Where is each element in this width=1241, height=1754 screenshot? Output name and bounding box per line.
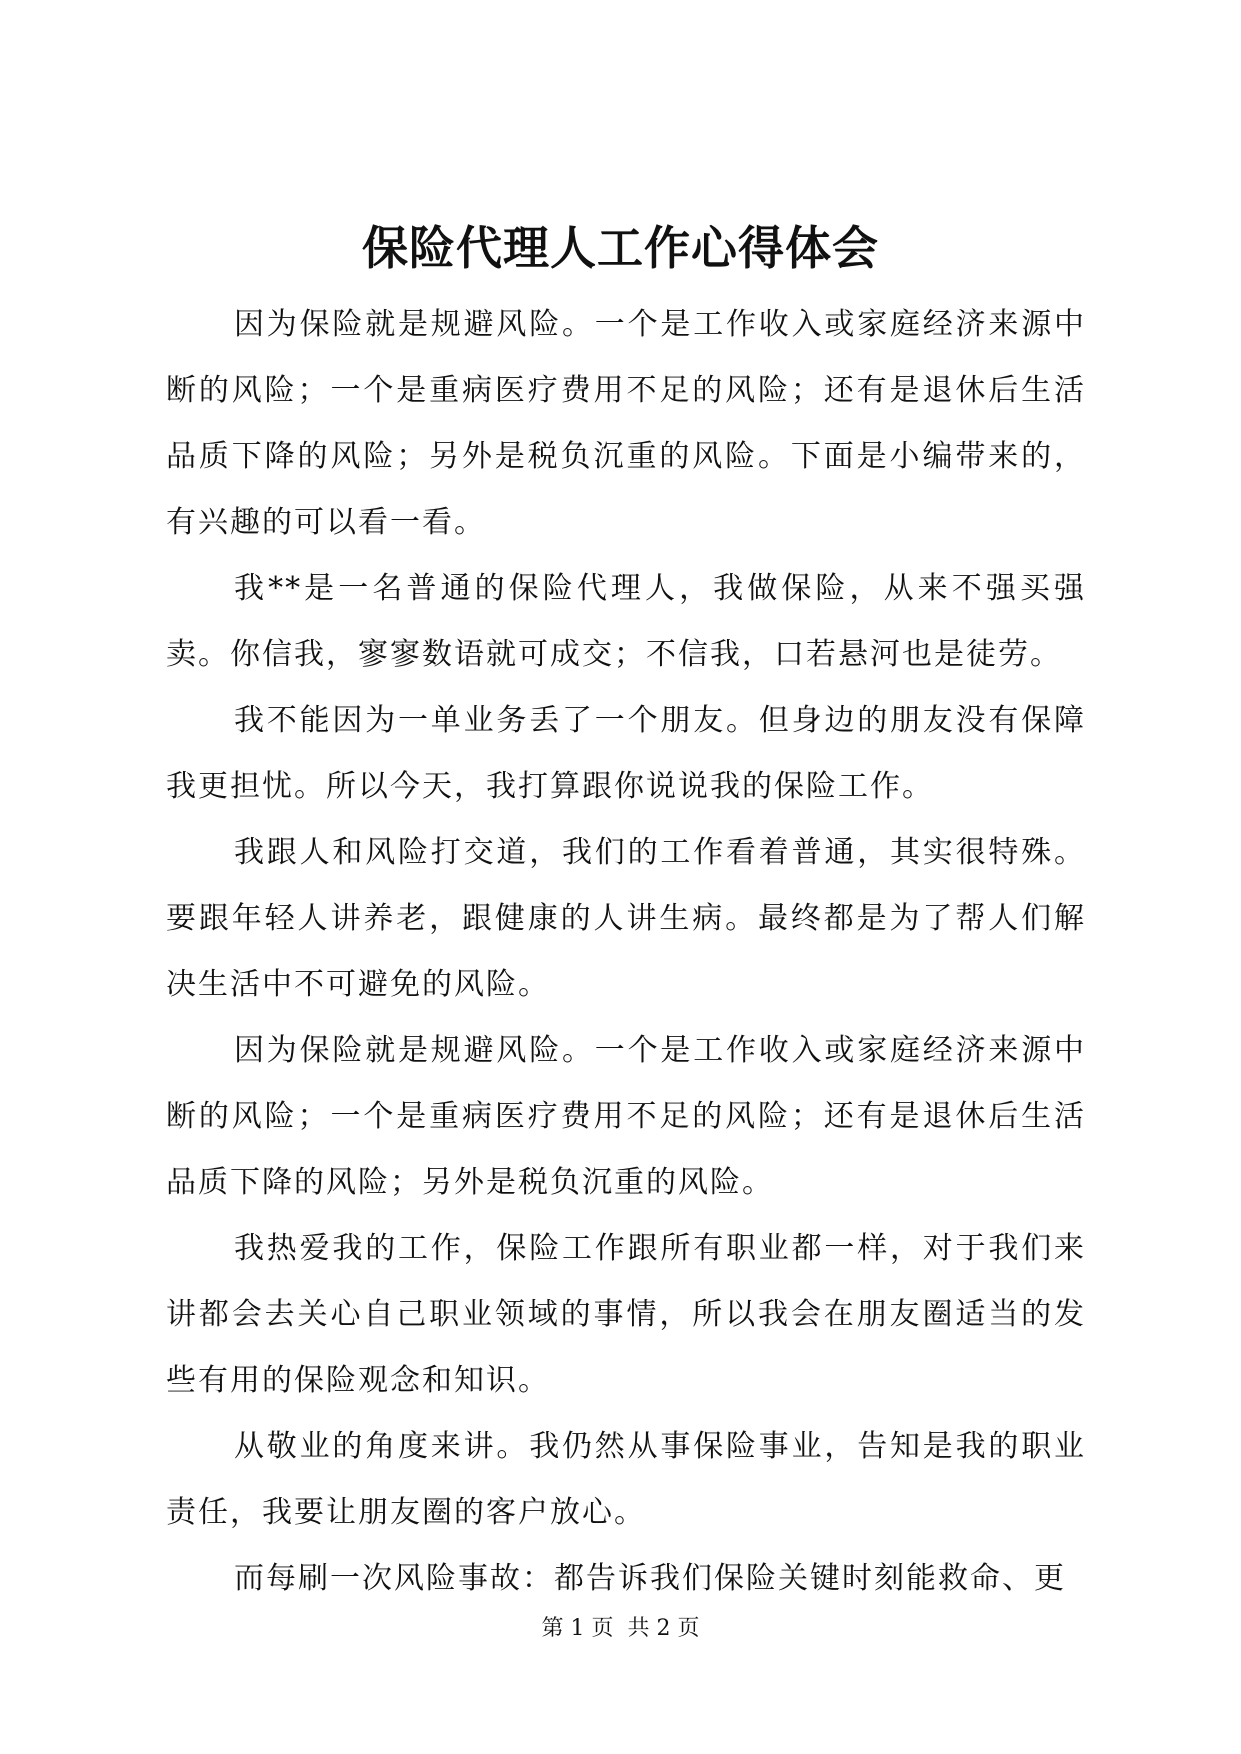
paragraph-6: 我热爱我的工作，保险工作跟所有职业都一样，对于我们来讲都会去关心自己职业领域的事情，所以我会在朋友圈适当的发些有用的保险观念和知识。 — [166, 1231, 1086, 1398]
paragraph-5: 因为保险就是规避风险。一个是工作收入或家庭经济来源中断的风险；一个是重病医疗费用不足的风险；还有是退休后生活品质下降的风险；另外是税负沉重的风险。 — [166, 1033, 1086, 1200]
document-body — [166, 292, 1086, 1612]
paragraph-1: 因为保险就是规避风险。一个是工作收入或家庭经济来源中断的风险；一个是重病医疗费用不足的风险；还有是退休后生活品质下降的风险；另外是税负沉重的风险。下面是小编带来的，有兴趣的可以看一看。 — [166, 307, 1086, 540]
document-title: 保险代理人工作心得体会 — [362, 221, 879, 275]
page-number: 第 1 页 共 2 页 — [541, 1616, 700, 1641]
paragraph-2: 我**是一名普通的保险代理人，我做保险，从来不强买强卖。你信我，寥寥数语就可成交；不信我，口若悬河也是徒劳。 — [166, 571, 1086, 672]
paragraph-3: 我不能因为一单业务丢了一个朋友。但身边的朋友没有保障我更担忧。所以今天，我打算跟你说说我的保险工作。 — [166, 703, 1086, 804]
paragraph-7: 从敬业的角度来讲。我仍然从事保险事业，告知是我的职业责任，我要让朋友圈的客户放心。 — [166, 1429, 1086, 1530]
paragraph-8: 而每刷一次风险事故：都告诉我们保险关键时刻能救命、更 — [234, 1561, 1066, 1596]
page-footer — [0, 1614, 1241, 1644]
paragraph-4: 我跟人和风险打交道，我们的工作看着普通，其实很特殊。要跟年轻人讲养老，跟健康的人讲生病。最终都是为了帮人们解决生活中不可避免的风险。 — [166, 835, 1086, 1002]
